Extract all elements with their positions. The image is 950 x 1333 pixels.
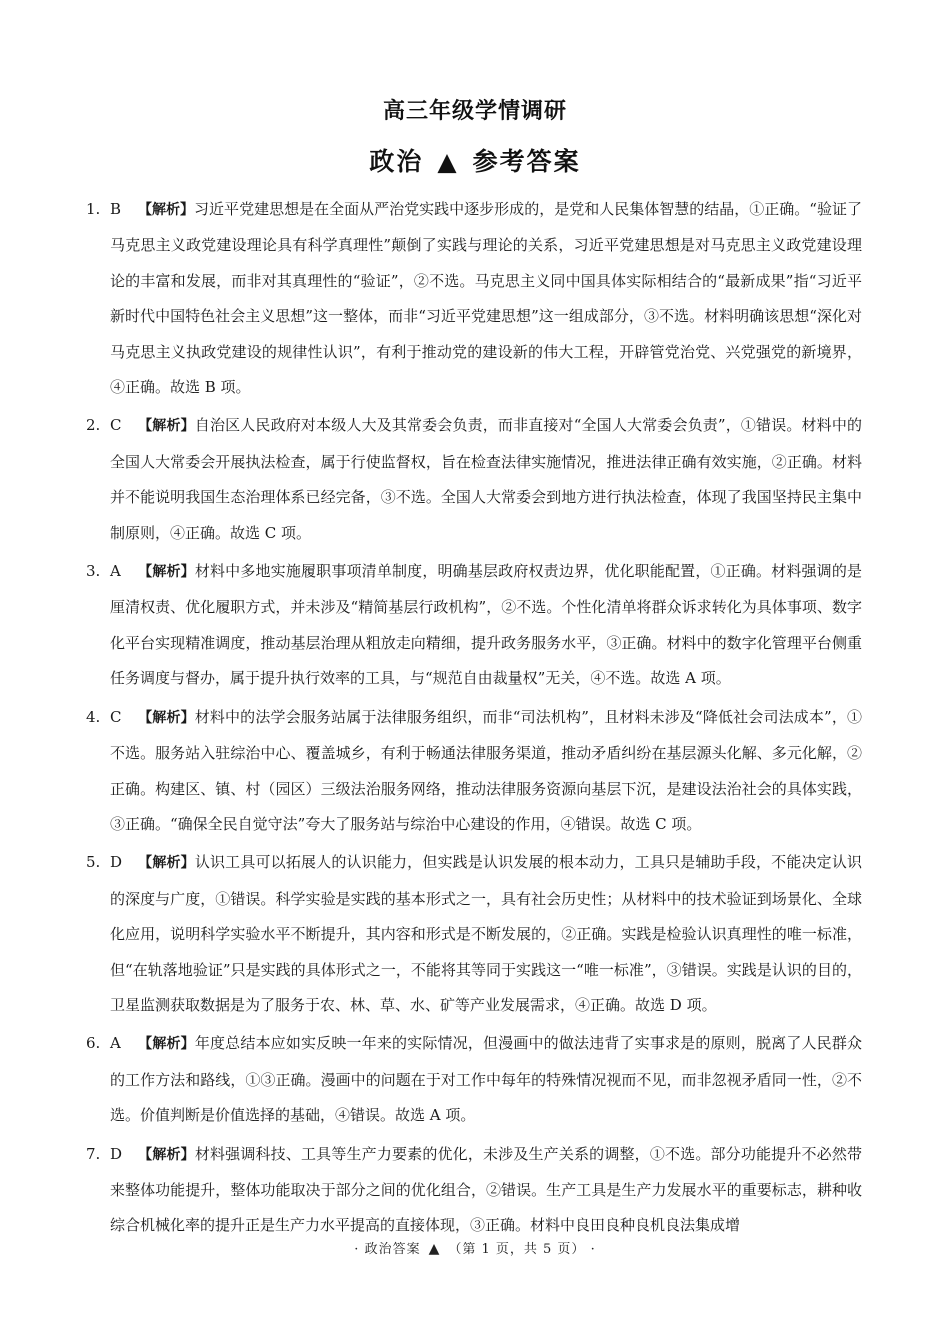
footer-subject: 政治答案 bbox=[364, 1242, 421, 1257]
analysis-tag: 【解析】 bbox=[138, 564, 195, 581]
analysis-text: 自治区人民政府对本级人大及其常委会负责，而非直接对“全国人大常委会负责”，①错误。材料中的全国人大常委会开展执法检查，属于行使监督权，旨在检查法律实施情况，推进法律正确有效实施，②正确。材料并不能说明我国生态治理体系已经完备，③不选。全国人大常委会到地方进行执法检查，体现了我国坚持民主集中制原则，④正确。故选 C 项。 bbox=[110, 416, 862, 542]
page-subtitle bbox=[0, 142, 950, 178]
question-number: 6. bbox=[86, 1034, 101, 1053]
subject-label: 政治 bbox=[369, 147, 424, 176]
answer-list bbox=[86, 192, 863, 1247]
answer-item-5 bbox=[86, 845, 863, 1023]
analysis-tag: 【解析】 bbox=[138, 855, 195, 872]
answer-option: A bbox=[110, 1034, 121, 1053]
footer-page-info: （第 1 页，共 5 页） bbox=[448, 1242, 586, 1257]
answer-key-label: 参考答案 bbox=[472, 147, 581, 176]
analysis-text: 材料强调科技、工具等生产力要素的优化，未涉及生产关系的调整，①不选。部分功能提升不必然带来整体功能提升，整体功能取决于部分之间的优化组合，②错误。生产工具是生产力发展水平的重要标志，耕种收综合机械化率的提升正是生产力水平提高的直接体现，③正确。材料中良田良种良机良法集成增 bbox=[110, 1144, 863, 1235]
answer-option: B bbox=[110, 200, 122, 218]
page-footer bbox=[0, 1238, 950, 1257]
answer-item-2 bbox=[86, 408, 862, 551]
question-number: 4. bbox=[86, 707, 101, 726]
footer-dot-right: · bbox=[590, 1242, 596, 1257]
question-number: 7. bbox=[86, 1144, 101, 1163]
answer-item-1 bbox=[86, 192, 863, 405]
analysis-tag: 【解析】 bbox=[138, 1146, 195, 1163]
answer-item-7 bbox=[86, 1137, 863, 1244]
question-number: 1. bbox=[86, 200, 101, 218]
question-number: 2. bbox=[86, 416, 101, 435]
analysis-tag: 【解析】 bbox=[138, 1036, 195, 1053]
triangle-mark: ▲ bbox=[437, 147, 459, 176]
answer-option: C bbox=[110, 416, 122, 435]
analysis-text: 材料中的法学会服务站属于法律服务组织，而非“司法机构”，且材料未涉及“降低社会司法成本”，①不选。服务站入驻综治中心、覆盖城乡，有利于畅通法律服务渠道，推动矛盾纠纷在基层源头化解、多元化解，②正确。构建区、镇、村（园区）三级法治服务网络，推动法律服务资源向基层下沉，是建设法治社会的具体实践，③正确。“确保全民自觉守法”夸大了服务站与综治中心建设的作用，④错误。故选 C 项。 bbox=[110, 707, 862, 833]
answer-item-4 bbox=[86, 700, 862, 843]
answer-item-6 bbox=[86, 1026, 863, 1133]
answer-option: D bbox=[110, 853, 123, 872]
analysis-text: 认识工具可以拓展人的认识能力，但实践是认识发展的根本动力，工具只是辅助手段，不能决定认识的深度与广度，①错误。科学实验是实践的基本形式之一，具有社会历史性；从材料中的技术验证到场景化、全球化应用，说明科学实验水平不断提升，其内容和形式是不断发展的，②正确。实践是检验认识真理性的唯一标准，但“在轨落地验证”只是实践的具体形式之一，不能将其等同于实践这一“唯一标准”，③错误。实践是认识的目的，卫星监测获取数据是为了服务于农、林、草、水、矿等产业发展需求，④正确。故选 D 项。 bbox=[110, 853, 863, 1014]
answer-option: C bbox=[110, 707, 122, 726]
question-number: 3. bbox=[86, 562, 101, 581]
analysis-tag: 【解析】 bbox=[138, 418, 195, 435]
answer-option: D bbox=[110, 1144, 123, 1163]
question-number: 5. bbox=[86, 853, 101, 872]
footer-triangle-mark: ▲ bbox=[428, 1241, 441, 1257]
page-title: 高三年级学情调研 bbox=[382, 99, 567, 124]
answer-option: A bbox=[110, 562, 121, 581]
answer-item-3 bbox=[86, 554, 863, 697]
footer-dot-left: · bbox=[354, 1242, 360, 1257]
analysis-text: 年度总结本应如实反映一年来的实际情况，但漫画中的做法违背了实事求是的原则，脱离了人民群众的工作方法和路线，①③正确。漫画中的问题在于对工作中每年的特殊情况视而不见，而非忽视矛盾同一性，②不选。价值判断是价值选择的基础，④错误。故选 A 项。 bbox=[110, 1034, 863, 1125]
analysis-tag: 【解析】 bbox=[138, 202, 195, 218]
analysis-tag: 【解析】 bbox=[138, 709, 195, 726]
analysis-text: 习近平党建思想是在全面从严治党实践中逐步形成的，是党和人民集体智慧的结晶，①正确。“验证了马克思主义政党建设理论具有科学真理性”颠倒了实践与理论的关系，习近平党建思想是对马克思主义政党建设理论的丰富和发展，而非对其真理性的“验证”，②不选。马克思主义同中国具体实际相结合的“最新成果”指“习近平新时代中国特色社会主义思想”这一整体，而非“习近平党建思想”这一组成部分，③不选。材料明确该思想“深化对马克思主义执政党建设的规律性认识”，有利于推动党的建设新的伟大工程，开辟管党治党、兴党强党的新境界，④正确。故选 B 项。 bbox=[110, 200, 863, 397]
analysis-text: 材料中多地实施履职事项清单制度，明确基层政府权责边界，优化职能配置，①正确。材料强调的是厘清权责、优化履职方式，并未涉及“精简基层行政机构”，②不选。个性化清单将群众诉求转化为具体事项、数字化平台实现精准调度，推动基层治理从粗放走向精细，提升政务服务水平，③正确。材料中的数字化管理平台侧重任务调度与督办，属于提升执行效率的工具，与“规范自由裁量权”无关，④不选。故选 A 项。 bbox=[110, 562, 863, 688]
